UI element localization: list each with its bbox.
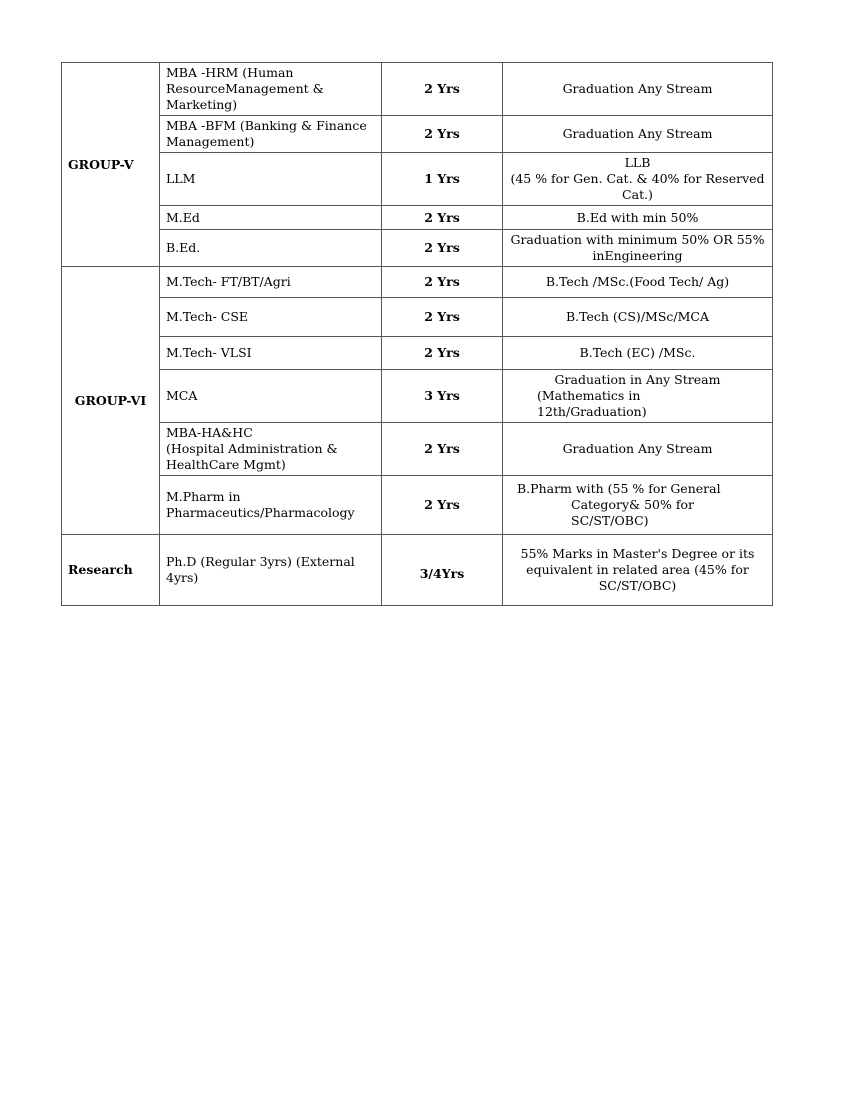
duration: 2 Yrs [382, 230, 503, 267]
table-row [62, 206, 773, 230]
table-row [62, 370, 773, 423]
eligibility-line: SC/ST/OBC) [571, 513, 649, 528]
group-label-vi: GROUP-VI [62, 267, 160, 535]
duration: 2 Yrs [382, 206, 503, 230]
eligibility-line: 12th/Graduation) [537, 404, 647, 419]
courses-table [61, 62, 773, 606]
table-row [62, 63, 773, 116]
table-row [62, 267, 773, 298]
duration: 2 Yrs [382, 267, 503, 298]
duration: 1 Yrs [382, 153, 503, 206]
course-name: MBA -BFM (Banking & Finance Management) [160, 116, 382, 153]
course-name: MCA [160, 370, 382, 423]
course-name: M.Pharm in Pharmaceutics/Pharmacology [160, 476, 382, 535]
eligibility [503, 476, 773, 535]
eligibility: Graduation Any Stream [503, 423, 773, 476]
eligibility: B.Ed with min 50% [503, 206, 773, 230]
duration: 2 Yrs [382, 337, 503, 370]
eligibility: B.Tech /MSc.(Food Tech/ Ag) [503, 267, 773, 298]
eligibility: LLB (45 % for Gen. Cat. & 40% for Reserved Cat.) [503, 153, 773, 206]
eligibility: Graduation Any Stream [503, 63, 773, 116]
table-row [62, 535, 773, 606]
course-name: MBA -HRM (Human ResourceManagement & Marketing) [160, 63, 382, 116]
eligibility: Graduation Any Stream [503, 116, 773, 153]
duration: 3 Yrs [382, 370, 503, 423]
eligibility [503, 370, 773, 423]
course-name: MBA-HA&HC (Hospital Administration & HealthCare Mgmt) [160, 423, 382, 476]
table-row [62, 337, 773, 370]
eligibility-line: (Mathematics in [537, 388, 641, 403]
course-name: M.Tech- VLSI [160, 337, 382, 370]
table-row [62, 423, 773, 476]
eligibility: B.Tech (CS)/MSc/MCA [503, 298, 773, 337]
duration: 2 Yrs [382, 423, 503, 476]
table-row [62, 476, 773, 535]
eligibility-line: Category& 50% for [571, 497, 694, 512]
duration: 2 Yrs [382, 298, 503, 337]
table-row [62, 153, 773, 206]
course-name: B.Ed. [160, 230, 382, 267]
duration: 2 Yrs [382, 476, 503, 535]
table-row [62, 116, 773, 153]
eligibility-line: Graduation in Any Stream [554, 372, 721, 387]
eligibility: Graduation with minimum 50% OR 55% inEngineering [503, 230, 773, 267]
eligibility-line: B.Pharm with (55 % for General [517, 481, 721, 496]
eligibility: B.Tech (EC) /MSc. [503, 337, 773, 370]
group-label-v: GROUP-V [62, 63, 160, 267]
table-row [62, 298, 773, 337]
duration: 3/4Yrs [382, 535, 503, 606]
group-label-research: Research [62, 535, 160, 606]
course-name: M.Tech- FT/BT/Agri [160, 267, 382, 298]
course-name: LLM [160, 153, 382, 206]
table-row [62, 230, 773, 267]
duration: 2 Yrs [382, 63, 503, 116]
duration: 2 Yrs [382, 116, 503, 153]
course-name: M.Ed [160, 206, 382, 230]
course-name: Ph.D (Regular 3yrs) (External 4yrs) [160, 535, 382, 606]
course-name: M.Tech- CSE [160, 298, 382, 337]
eligibility: 55% Marks in Master's Degree or its equivalent in related area (45% for SC/ST/OBC) [503, 535, 773, 606]
